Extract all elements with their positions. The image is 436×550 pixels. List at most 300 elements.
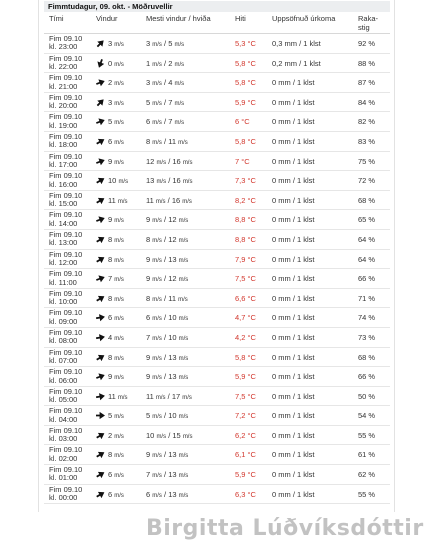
gust-cell: 6 m/s / 7 m/s bbox=[146, 117, 185, 127]
humidity-cell: 88 % bbox=[358, 58, 376, 68]
gust-cell: 1 m/s / 2 m/s bbox=[146, 58, 185, 68]
gust-mean: 11 bbox=[146, 391, 154, 401]
humidity-cell: 66 % bbox=[358, 274, 376, 284]
date-text: Fim 09.10 bbox=[49, 190, 83, 200]
table-row bbox=[44, 269, 390, 289]
gust-max-unit: m/s bbox=[182, 394, 192, 401]
header-humidity: Raka-stig bbox=[358, 14, 379, 32]
wind-unit: m/s bbox=[114, 296, 124, 303]
date-text: Fim 09.10 bbox=[49, 171, 83, 181]
gust-max-unit: m/s bbox=[178, 316, 189, 323]
gust-mean-unit: m/s bbox=[152, 139, 162, 146]
wind-cell bbox=[96, 235, 124, 246]
precip-cell: 0 mm / 1 klst bbox=[272, 156, 315, 166]
temp-cell bbox=[235, 274, 256, 283]
precip-cell: 0 mm / 1 klst bbox=[272, 489, 315, 499]
gust-mean: 13 bbox=[146, 176, 155, 186]
header-temp: Hiti bbox=[235, 14, 246, 23]
date-text: Fim 09.10 bbox=[49, 367, 83, 377]
table-header bbox=[44, 12, 390, 34]
wind-speed: 0 bbox=[108, 58, 113, 68]
temp-cell bbox=[235, 176, 256, 185]
gust-max: 4 bbox=[168, 78, 173, 88]
precip-cell: 0 mm / 1 klst bbox=[272, 136, 315, 146]
temp-cell bbox=[235, 490, 256, 499]
gust-mean: 9 bbox=[146, 274, 151, 284]
table-row bbox=[44, 465, 390, 485]
hour-text: kl. 03:00 bbox=[49, 434, 78, 444]
wind-unit: m/s bbox=[114, 81, 124, 88]
wind-unit: m/s bbox=[114, 335, 124, 342]
time-cell bbox=[49, 427, 82, 444]
gust-mean: 8 bbox=[146, 293, 151, 303]
precip-cell: 0 mm / 1 klst bbox=[272, 372, 315, 382]
gust-mean-unit: m/s bbox=[152, 375, 162, 382]
gust-max-unit: m/s bbox=[182, 433, 193, 440]
wind-cell bbox=[96, 59, 124, 70]
date-text: Fim 09.10 bbox=[49, 112, 83, 122]
hour-text: kl. 13:00 bbox=[49, 238, 78, 248]
temp-value: 6 bbox=[235, 117, 240, 127]
time-cell bbox=[49, 251, 82, 268]
gust-max-unit: m/s bbox=[178, 277, 189, 284]
time-cell bbox=[49, 35, 82, 52]
precip-cell: 0 mm / 1 klst bbox=[272, 450, 315, 460]
date-text: Fim 09.10 bbox=[49, 327, 83, 337]
gust-mean-unit: m/s bbox=[152, 100, 162, 107]
humidity-cell: 68 % bbox=[358, 195, 376, 205]
wind-direction-arrow-icon bbox=[95, 273, 107, 285]
date-text: Fim 09.10 bbox=[49, 34, 83, 43]
temp-cell bbox=[235, 98, 256, 107]
wind-cell bbox=[96, 450, 124, 461]
wind-unit: m/s bbox=[114, 316, 124, 323]
gust-mean: 3 bbox=[146, 39, 151, 48]
temp-cell bbox=[235, 215, 256, 224]
wind-speed: 5 bbox=[108, 117, 113, 127]
wind-unit: m/s bbox=[114, 375, 124, 382]
gust-cell: 7 m/s / 10 m/s bbox=[146, 332, 189, 342]
gust-cell: 7 m/s / 13 m/s bbox=[146, 470, 189, 480]
wind-direction-arrow-icon bbox=[94, 351, 106, 363]
temp-value: 6,6 bbox=[235, 293, 246, 303]
humidity-cell: 82 % bbox=[358, 117, 376, 127]
date-text: Fim 09.10 bbox=[49, 53, 83, 63]
wind-direction-arrow-icon bbox=[96, 411, 105, 420]
temp-value: 5,9 bbox=[235, 372, 246, 382]
gust-mean-unit: m/s bbox=[152, 61, 162, 68]
gust-mean: 9 bbox=[146, 450, 151, 460]
gust-mean: 9 bbox=[146, 215, 151, 225]
wind-cell bbox=[96, 372, 124, 383]
gust-max-unit: m/s bbox=[182, 159, 193, 166]
humidity-cell: 83 % bbox=[358, 136, 376, 146]
gust-mean: 10 bbox=[146, 430, 155, 440]
gust-cell: 9 m/s / 12 m/s bbox=[146, 215, 189, 225]
date-text: Fim 09.10 bbox=[49, 308, 83, 318]
temp-unit: °C bbox=[247, 215, 256, 225]
gust-mean: 9 bbox=[146, 372, 151, 382]
humidity-cell: 61 % bbox=[358, 450, 376, 460]
gust-max-unit: m/s bbox=[178, 492, 189, 499]
wind-direction-arrow-icon bbox=[94, 292, 106, 304]
wind-cell bbox=[96, 490, 124, 501]
temp-value: 5,8 bbox=[235, 78, 246, 88]
gust-mean: 1 bbox=[146, 58, 151, 68]
wind-cell bbox=[96, 411, 124, 422]
gust-mean-unit: m/s bbox=[152, 473, 162, 480]
gust-cell: 11 m/s / 16 m/s bbox=[146, 195, 192, 205]
time-cell bbox=[49, 172, 82, 189]
temp-unit: °C bbox=[247, 352, 256, 362]
gust-mean-unit: m/s bbox=[152, 492, 162, 499]
temp-unit: °C bbox=[247, 391, 256, 401]
wind-speed: 5 bbox=[108, 411, 113, 421]
humidity-cell: 75 % bbox=[358, 156, 376, 166]
gust-mean-unit: m/s bbox=[152, 316, 162, 323]
temp-value: 6,2 bbox=[235, 430, 246, 440]
hour-text: kl. 19:00 bbox=[49, 120, 78, 130]
time-cell bbox=[49, 290, 82, 307]
table-row bbox=[44, 485, 390, 505]
gust-mean: 7 bbox=[146, 332, 151, 342]
humidity-cell: 65 % bbox=[358, 215, 376, 225]
gust-mean: 3 bbox=[146, 78, 151, 88]
gust-max-unit: m/s bbox=[178, 257, 189, 264]
humidity-cell: 87 % bbox=[358, 78, 376, 88]
temp-unit: °C bbox=[247, 293, 256, 303]
time-cell bbox=[49, 211, 82, 228]
gust-cell: 5 m/s / 7 m/s bbox=[146, 97, 185, 107]
date-text: Fim 09.10 bbox=[49, 229, 83, 239]
gust-mean: 8 bbox=[146, 234, 151, 244]
table-row bbox=[44, 230, 390, 250]
time-cell bbox=[49, 349, 82, 366]
date-text: Fim 09.10 bbox=[49, 425, 83, 435]
gust-max: 16 bbox=[171, 195, 181, 205]
precip-cell: 0 mm / 1 klst bbox=[272, 430, 315, 440]
temp-unit: °C bbox=[247, 195, 256, 205]
humidity-cell: 92 % bbox=[358, 39, 376, 48]
gust-max: 13 bbox=[168, 450, 177, 460]
wind-direction-arrow-icon bbox=[94, 194, 106, 206]
wind-unit: m/s bbox=[114, 100, 124, 107]
gust-max: 10 bbox=[168, 332, 177, 342]
temp-unit: °C bbox=[247, 97, 256, 107]
precip-cell: 0 mm / 1 klst bbox=[272, 352, 315, 362]
temp-unit: °C bbox=[247, 430, 256, 440]
date-text: Fim 09.10 bbox=[49, 445, 83, 455]
wind-unit: m/s bbox=[114, 453, 124, 460]
temp-unit: °C bbox=[247, 39, 256, 48]
gust-mean: 6 bbox=[146, 117, 151, 127]
gust-cell: 8 m/s / 11 m/s bbox=[146, 136, 188, 146]
wind-unit: m/s bbox=[114, 218, 124, 225]
temp-value: 7 bbox=[235, 156, 240, 166]
date-text: Fim 09.10 bbox=[49, 151, 83, 161]
humidity-cell: 54 % bbox=[358, 411, 376, 421]
wind-unit: m/s bbox=[114, 159, 124, 166]
temp-unit: °C bbox=[247, 313, 256, 323]
table-row bbox=[44, 328, 390, 348]
temp-cell bbox=[235, 137, 256, 146]
gust-cell: 11 m/s / 17 m/s bbox=[146, 391, 192, 401]
gust-max: 12 bbox=[168, 234, 177, 244]
temp-value: 5,9 bbox=[235, 470, 246, 480]
gust-max: 13 bbox=[168, 352, 177, 362]
wind-speed: 9 bbox=[108, 215, 113, 225]
wind-speed: 6 bbox=[108, 470, 113, 480]
gust-max: 2 bbox=[168, 58, 173, 68]
temp-unit: °C bbox=[247, 411, 256, 421]
precip-cell: 0 mm / 1 klst bbox=[272, 391, 315, 401]
temp-cell bbox=[235, 450, 256, 459]
hour-text: kl. 17:00 bbox=[49, 159, 78, 169]
gust-mean: 5 bbox=[146, 97, 151, 107]
precip-cell: 0 mm / 1 klst bbox=[272, 176, 315, 186]
humidity-cell: 64 % bbox=[358, 234, 376, 244]
temp-value: 7,9 bbox=[235, 254, 246, 264]
wind-cell bbox=[96, 431, 124, 442]
wind-speed: 8 bbox=[108, 352, 113, 362]
temp-unit: °C bbox=[247, 234, 256, 244]
time-cell bbox=[49, 231, 82, 248]
hour-text: kl. 22:00 bbox=[49, 62, 78, 71]
wind-speed: 8 bbox=[108, 450, 113, 460]
temp-cell bbox=[235, 196, 256, 205]
temp-unit: °C bbox=[247, 254, 256, 264]
wind-cell bbox=[96, 353, 124, 364]
gust-cell: 9 m/s / 13 m/s bbox=[146, 372, 189, 382]
gust-max: 13 bbox=[168, 470, 177, 480]
time-cell bbox=[49, 329, 82, 346]
wind-direction-arrow-icon bbox=[94, 449, 106, 461]
temp-unit: °C bbox=[241, 156, 250, 166]
precip-cell: 0 mm / 1 klst bbox=[272, 313, 315, 323]
table-row bbox=[44, 73, 390, 93]
temp-value: 6,3 bbox=[235, 489, 246, 499]
wind-unit: m/s bbox=[114, 42, 124, 48]
gust-mean: 9 bbox=[146, 352, 151, 362]
table-row bbox=[44, 112, 390, 132]
wind-direction-arrow-icon bbox=[95, 57, 107, 69]
wind-unit: m/s bbox=[114, 355, 124, 362]
gust-mean-unit: m/s bbox=[152, 355, 162, 362]
time-cell bbox=[49, 133, 82, 150]
precip-cell: 0 mm / 1 klst bbox=[272, 117, 315, 127]
temp-unit: °C bbox=[247, 58, 256, 68]
gust-mean-unit: m/s bbox=[152, 42, 162, 48]
gust-max-unit: m/s bbox=[178, 473, 189, 480]
hour-text: kl. 04:00 bbox=[49, 414, 78, 424]
table-row bbox=[44, 191, 390, 211]
gust-max-unit: m/s bbox=[174, 61, 185, 68]
gust-mean: 5 bbox=[146, 411, 151, 421]
hour-text: kl. 05:00 bbox=[49, 395, 78, 405]
time-cell bbox=[49, 153, 82, 170]
wind-direction-arrow-icon bbox=[94, 488, 106, 500]
gust-mean: 9 bbox=[146, 254, 151, 264]
temp-unit: °C bbox=[247, 274, 256, 284]
hour-text: kl. 10:00 bbox=[49, 297, 78, 307]
wind-cell bbox=[96, 157, 124, 168]
gust-max-unit: m/s bbox=[178, 218, 189, 225]
gust-max-unit: m/s bbox=[178, 414, 189, 421]
precip-cell: 0 mm / 1 klst bbox=[272, 411, 315, 421]
hour-text: kl. 11:00 bbox=[49, 277, 77, 287]
wind-cell bbox=[96, 274, 124, 285]
temp-value: 6,1 bbox=[235, 450, 246, 460]
wind-unit: m/s bbox=[114, 139, 124, 146]
wind-cell bbox=[96, 313, 124, 324]
temp-value: 4,7 bbox=[235, 313, 246, 323]
wind-direction-arrow-icon bbox=[95, 371, 107, 383]
temp-cell bbox=[235, 333, 256, 342]
temp-cell bbox=[235, 39, 256, 48]
table-row bbox=[44, 93, 390, 113]
table-row bbox=[44, 367, 390, 387]
gust-mean-unit: m/s bbox=[152, 218, 162, 225]
gust-max-unit: m/s bbox=[182, 179, 193, 186]
temp-cell bbox=[235, 59, 256, 68]
temp-unit: °C bbox=[247, 78, 256, 88]
hour-text: kl. 18:00 bbox=[49, 140, 78, 150]
wind-speed: 6 bbox=[108, 313, 113, 323]
hour-text: kl. 21:00 bbox=[49, 81, 78, 91]
gust-mean-unit: m/s bbox=[152, 453, 162, 460]
temp-cell bbox=[235, 157, 250, 166]
temp-cell bbox=[235, 353, 256, 362]
temp-value: 7,2 bbox=[235, 411, 246, 421]
gust-mean: 7 bbox=[146, 470, 151, 480]
table-row bbox=[44, 387, 390, 407]
gust-max: 16 bbox=[172, 156, 181, 166]
wind-speed: 8 bbox=[108, 234, 113, 244]
date-text: Fim 09.10 bbox=[49, 347, 83, 357]
table-body bbox=[44, 34, 390, 504]
date-text: Fim 09.10 bbox=[49, 484, 83, 494]
date-text: Fim 09.10 bbox=[49, 386, 83, 396]
gust-max-unit: m/s bbox=[178, 139, 188, 146]
humidity-cell: 62 % bbox=[358, 470, 376, 480]
table-row bbox=[44, 54, 390, 74]
gust-mean-unit: m/s bbox=[152, 277, 162, 284]
time-cell bbox=[49, 55, 82, 72]
date-text: Fim 09.10 bbox=[49, 210, 83, 220]
precip-cell: 0 mm / 1 klst bbox=[272, 195, 315, 205]
wind-unit: m/s bbox=[117, 198, 128, 205]
humidity-cell: 66 % bbox=[358, 372, 376, 382]
gust-mean: 11 bbox=[146, 195, 154, 205]
gust-max: 11 bbox=[168, 293, 176, 303]
wind-speed: 3 bbox=[108, 97, 113, 107]
precip-cell: 0,3 mm / 1 klst bbox=[272, 39, 321, 48]
hour-text: kl. 14:00 bbox=[49, 218, 78, 228]
time-cell bbox=[49, 74, 82, 91]
wind-cell bbox=[96, 137, 124, 148]
wind-direction-arrow-icon bbox=[95, 155, 107, 167]
wind-unit: m/s bbox=[114, 120, 124, 127]
gust-mean-unit: m/s bbox=[152, 81, 162, 88]
gust-cell: 6 m/s / 13 m/s bbox=[146, 489, 189, 499]
temp-value: 7,5 bbox=[235, 391, 246, 401]
wind-direction-arrow-icon bbox=[94, 233, 106, 245]
gust-max: 11 bbox=[168, 136, 176, 146]
table-row bbox=[44, 426, 390, 446]
precip-cell: 0 mm / 1 klst bbox=[272, 215, 315, 225]
wind-speed: 8 bbox=[108, 254, 113, 264]
wind-cell bbox=[96, 98, 124, 109]
precip-cell: 0 mm / 1 klst bbox=[272, 274, 315, 284]
gust-max-unit: m/s bbox=[174, 42, 185, 48]
gust-cell: 10 m/s / 15 m/s bbox=[146, 430, 193, 440]
humidity-cell: 55 % bbox=[358, 489, 376, 499]
wind-direction-arrow-icon bbox=[94, 429, 106, 441]
temp-unit: °C bbox=[241, 117, 250, 127]
wind-direction-arrow-icon bbox=[95, 391, 105, 401]
temp-cell bbox=[235, 78, 256, 87]
wind-direction-arrow-icon bbox=[95, 214, 107, 226]
temp-value: 7,3 bbox=[235, 176, 246, 186]
time-cell bbox=[49, 446, 82, 463]
wind-direction-arrow-icon bbox=[95, 313, 105, 323]
wind-cell bbox=[96, 333, 124, 344]
wind-unit: m/s bbox=[117, 394, 128, 401]
gust-max-unit: m/s bbox=[178, 296, 188, 303]
header-gust: Mesti vindur / hviða bbox=[146, 14, 211, 23]
gust-cell: 3 m/s / 5 m/s bbox=[146, 39, 185, 48]
temp-unit: °C bbox=[247, 176, 256, 186]
table-row bbox=[44, 132, 390, 152]
gust-max-unit: m/s bbox=[178, 375, 189, 382]
temp-cell bbox=[235, 392, 256, 401]
date-text: Fim 09.10 bbox=[49, 465, 83, 475]
temp-cell bbox=[235, 294, 256, 303]
temp-cell bbox=[235, 313, 256, 322]
time-cell bbox=[49, 407, 82, 424]
wind-direction-arrow-icon bbox=[95, 77, 107, 89]
gust-mean: 6 bbox=[146, 489, 151, 499]
date-text: Fim 09.10 bbox=[49, 92, 83, 102]
wind-direction-arrow-icon bbox=[95, 116, 107, 128]
precip-cell: 0 mm / 1 klst bbox=[272, 97, 315, 107]
hour-text: kl. 12:00 bbox=[49, 257, 78, 267]
gust-max: 13 bbox=[168, 372, 177, 382]
hour-text: kl. 23:00 bbox=[49, 42, 78, 52]
humidity-cell: 71 % bbox=[358, 293, 376, 303]
precip-cell: 0 mm / 1 klst bbox=[272, 470, 315, 480]
time-cell bbox=[49, 388, 82, 405]
wind-unit: m/s bbox=[114, 257, 124, 264]
gust-max: 7 bbox=[168, 97, 173, 107]
gust-max: 16 bbox=[172, 176, 181, 186]
precip-cell: 0 mm / 1 klst bbox=[272, 254, 315, 264]
wind-speed: 9 bbox=[108, 156, 113, 166]
wind-speed: 10 bbox=[108, 176, 117, 186]
humidity-cell: 74 % bbox=[358, 313, 376, 323]
hour-text: kl. 15:00 bbox=[49, 199, 78, 209]
table-row bbox=[44, 348, 390, 368]
wind-unit: m/s bbox=[114, 277, 124, 284]
wind-direction-arrow-icon bbox=[94, 96, 107, 109]
precip-cell: 0 mm / 1 klst bbox=[272, 234, 315, 244]
temp-cell bbox=[235, 411, 256, 420]
time-cell bbox=[49, 113, 82, 130]
time-cell bbox=[49, 486, 82, 503]
gust-mean-unit: m/s bbox=[156, 159, 167, 166]
gust-mean-unit: m/s bbox=[155, 198, 166, 205]
temp-cell bbox=[235, 470, 256, 479]
